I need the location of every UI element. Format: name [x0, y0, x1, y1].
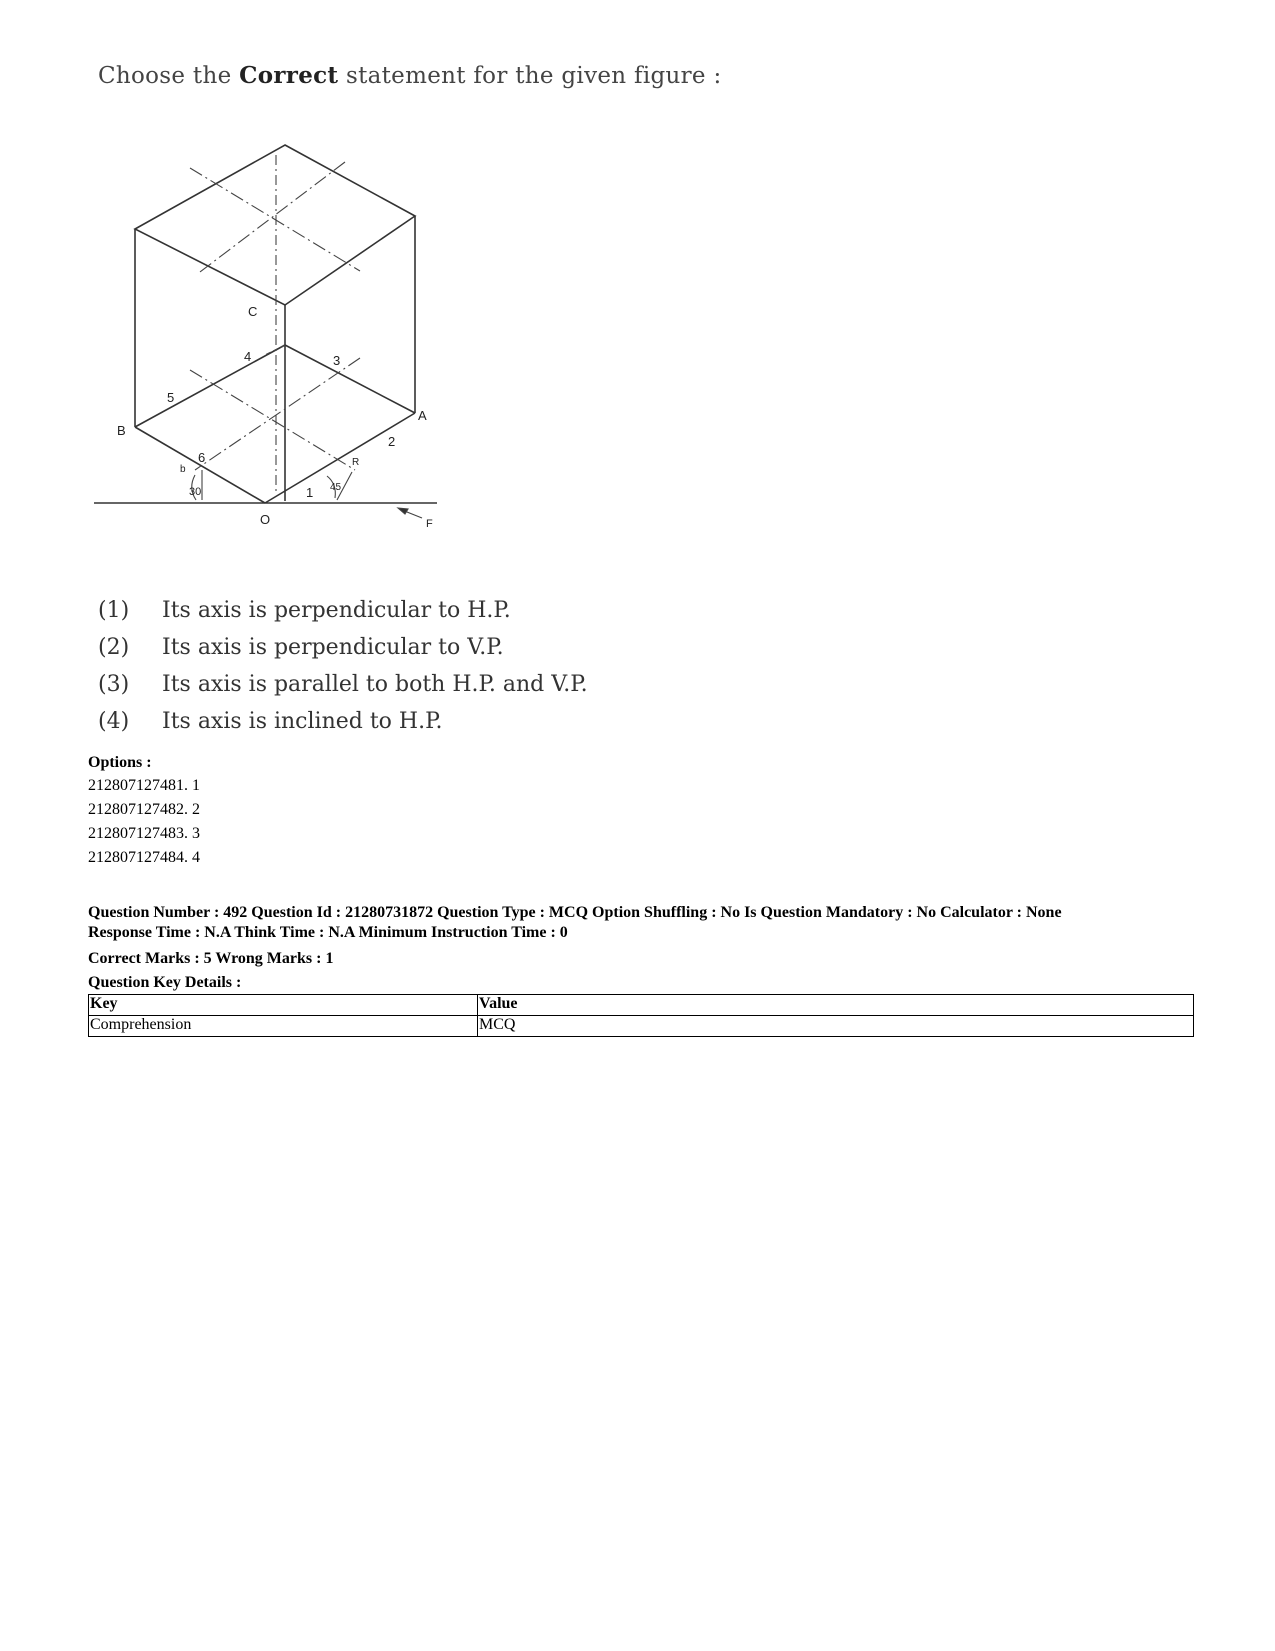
label-b: B: [117, 423, 126, 438]
option-item: 212807127481. 1: [88, 777, 200, 794]
label-30: 30: [189, 486, 202, 498]
label-b-small: b: [180, 464, 186, 475]
option-item: 212807127483. 3: [88, 825, 200, 842]
cell-value: MCQ: [478, 1016, 1194, 1037]
label-r: R: [352, 457, 360, 468]
label-45: 45: [330, 482, 342, 493]
header-key: Key: [89, 995, 478, 1016]
label-4: 4: [244, 349, 252, 364]
key-details-table: [88, 994, 1194, 1037]
marks-line: Correct Marks : 5 Wrong Marks : 1: [88, 950, 334, 967]
label-a: A: [418, 408, 427, 423]
table-header-row: [89, 995, 1194, 1016]
table-row: [89, 1016, 1194, 1037]
label-3: 3: [333, 353, 341, 368]
option-item: 212807127484. 4: [88, 849, 200, 866]
options-label: Options :: [88, 754, 152, 771]
header-value: Value: [478, 995, 1194, 1016]
key-details-label: Question Key Details :: [88, 974, 242, 991]
top-face: [135, 145, 415, 305]
cell-key: Comprehension: [89, 1016, 478, 1037]
question-meta: [88, 903, 1198, 943]
label-5: 5: [167, 390, 175, 405]
label-o: O: [260, 512, 271, 527]
meta-line-1: Question Number : 492 Question Id : 21280731872 Question Type : MCQ Option Shuffling : No Is Question Mandatory : No Calculator : None: [88, 904, 1062, 921]
isometric-prism-figure: [92, 140, 472, 560]
label-f: F: [426, 518, 433, 530]
question-prompt: Choose the Correct statement for the given figure :: [98, 62, 722, 89]
label-2: 2: [388, 434, 396, 449]
label-1: 1: [306, 485, 314, 500]
meta-line-2: Response Time : N.A Think Time : N.A Minimum Instruction Time : 0: [88, 924, 568, 941]
label-c: C: [248, 304, 258, 319]
options-list: [88, 776, 200, 872]
label-6: 6: [198, 450, 206, 465]
option-item: 212807127482. 2: [88, 801, 200, 818]
